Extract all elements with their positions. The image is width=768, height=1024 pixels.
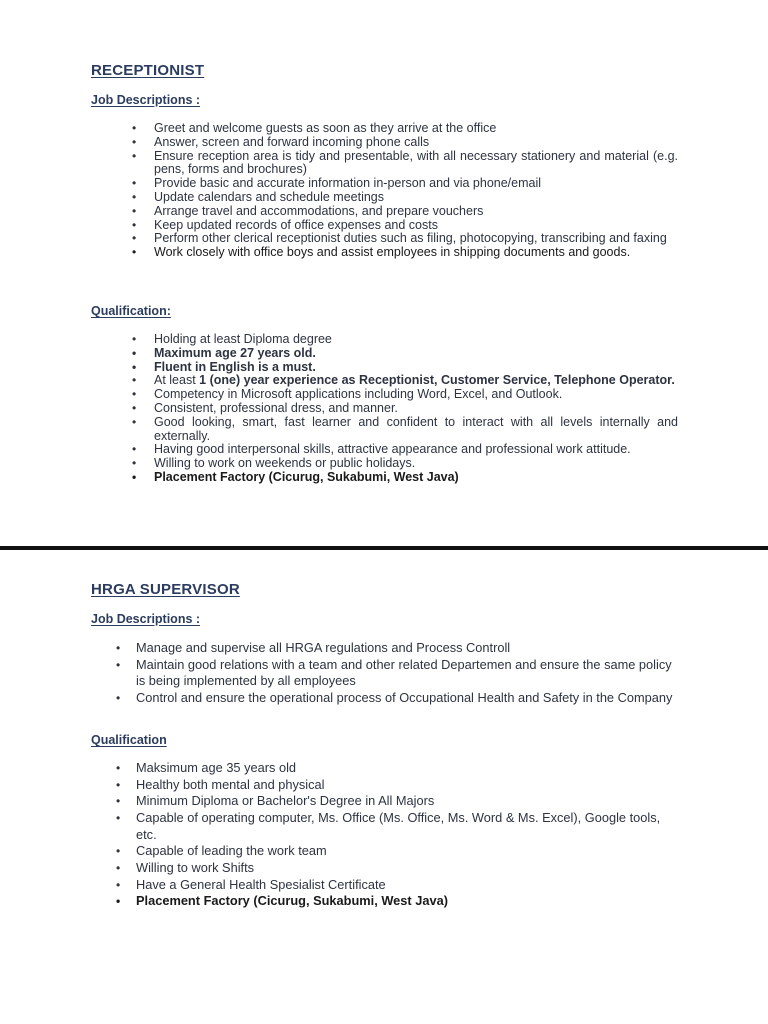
receptionist-job-list: [154, 122, 678, 260]
list-item: • Maintain good relations with a team and other related Departemen and ensure the same policy is being implemented by all employees: [136, 657, 676, 690]
list-item: • Update calendars and schedule meetings: [154, 191, 678, 205]
hrga-title: HRGA SUPERVISOR: [91, 581, 240, 598]
receptionist-qualification-list: [154, 333, 678, 485]
page-divider: [0, 546, 768, 550]
hrga-job-descriptions-heading: Job Descriptions :: [91, 612, 201, 626]
list-item: • Holding at least Diploma degree: [154, 333, 678, 347]
list-item: • Capable of operating computer, Ms. Office (Ms. Office, Ms. Word & Ms. Excel), Google tools, etc.: [136, 810, 676, 843]
list-item: • Placement Factory (Cicurug, Sukabumi, West Java): [136, 893, 676, 910]
list-item: • Consistent, professional dress, and manner.: [154, 402, 678, 416]
receptionist-job-descriptions-heading: Job Descriptions :: [91, 93, 201, 107]
list-item: [154, 374, 678, 388]
list-item: • Greet and welcome guests as soon as they arrive at the office: [154, 122, 678, 136]
list-item: • Maximum age 27 years old.: [154, 347, 678, 361]
list-item: • Willing to work Shifts: [136, 860, 676, 877]
list-item: • Good looking, smart, fast learner and confident to interact with all levels internally and externally.: [154, 416, 678, 444]
list-item: • Perform other clerical receptionist duties such as filing, photocopying, transcribing and faxing: [154, 232, 678, 246]
list-item: • Capable of leading the work team: [136, 843, 676, 860]
list-item: • Willing to work on weekends or public holidays.: [154, 457, 678, 471]
list-item-bold: 1 (one) year experience as Receptionist, Customer Service, Telephone Operator.: [199, 373, 675, 388]
list-item: • Answer, screen and forward incoming phone calls: [154, 136, 678, 150]
list-item: • Ensure reception area is tidy and presentable, with all necessary stationery and material (e.g. pens, forms and brochures): [154, 150, 678, 178]
hrga-qualification-heading: Qualification: [91, 733, 167, 747]
list-item: • Have a General Health Spesialist Certificate: [136, 877, 676, 894]
list-item: • Control and ensure the operational process of Occupational Health and Safety in the Company: [136, 690, 676, 707]
list-item: • Healthy both mental and physical: [136, 777, 676, 794]
hrga-qualification-list: [136, 760, 676, 910]
list-item-prefix: At least: [154, 373, 200, 388]
receptionist-title: RECEPTIONIST: [91, 62, 205, 79]
list-item: • Competency in Microsoft applications including Word, Excel, and Outlook.: [154, 388, 678, 402]
receptionist-qualification-heading: Qualification:: [91, 304, 171, 318]
document-page-2: [0, 551, 768, 1024]
list-item: • Minimum Diploma or Bachelor's Degree in All Majors: [136, 793, 676, 810]
list-item: • Keep updated records of office expenses and costs: [154, 219, 678, 233]
list-item: • Having good interpersonal skills, attractive appearance and professional work attitude.: [154, 443, 678, 457]
list-item: • Placement Factory (Cicurug, Sukabumi, West Java): [154, 471, 678, 485]
hrga-job-list: [136, 640, 676, 707]
list-item: • Arrange travel and accommodations, and prepare vouchers: [154, 205, 678, 219]
list-item: • Maksimum age 35 years old: [136, 760, 676, 777]
list-item: • Provide basic and accurate information in-person and via phone/email: [154, 177, 678, 191]
list-item: • Manage and supervise all HRGA regulations and Process Controll: [136, 640, 676, 657]
list-item: • Fluent in English is a must.: [154, 361, 678, 375]
list-item: • Work closely with office boys and assist employees in shipping documents and goods.: [154, 246, 678, 260]
